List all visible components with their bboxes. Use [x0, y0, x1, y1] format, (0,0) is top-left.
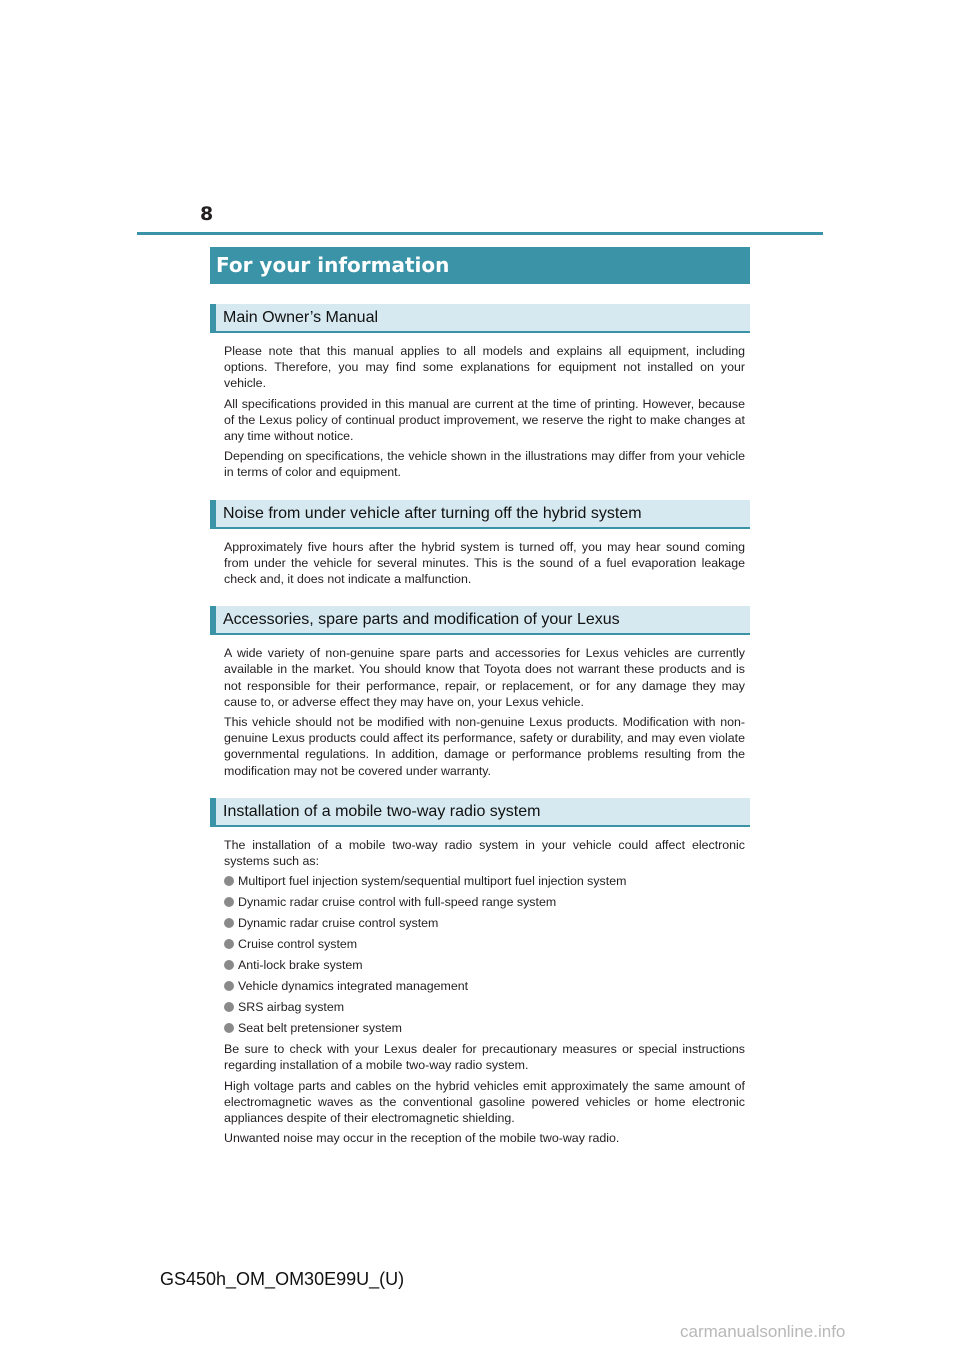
list-item: Vehicle dynamics integrated management	[224, 978, 745, 994]
sub-heading-accessories: Accessories, spare parts and modification of your Lexus	[210, 606, 750, 633]
paragraph: Depending on specifications, the vehicle shown in the illustrations may differ from your vehicle in terms of color and equipment.	[224, 449, 745, 480]
list-item: Anti-lock brake system	[224, 957, 745, 973]
bullet-icon	[224, 981, 234, 991]
bullet-icon	[224, 939, 234, 949]
bullet-icon	[224, 876, 234, 886]
list-item: Multiport fuel injection system/sequential multiport fuel injection system	[224, 873, 745, 889]
bullet-icon	[224, 960, 234, 970]
paragraph: Be sure to check with your Lexus dealer for precautionary measures or special instructions regarding installation of a mobile two-way radio system.	[224, 1042, 745, 1073]
paragraph: The installation of a mobile two-way radio system in your vehicle could affect electronic systems such as:	[224, 837, 745, 869]
paragraph: Please note that this manual applies to all models and explains all equipment, including options. Therefore, you may find some explanations for equipment not installed on your vehicle.	[224, 344, 745, 391]
bullet-icon	[224, 1023, 234, 1033]
content	[210, 304, 750, 1150]
list-item: Cruise control system	[224, 936, 745, 952]
paragraph: This vehicle should not be modified with non-genuine Lexus products. Modification with non-genuine Lexus products could affect its performance, safety or durability, and may even violate governmental regulations. In addition, damage or performance problems resulting from the modification may not be covered under warranty.	[224, 715, 745, 778]
paragraph: High voltage parts and cables on the hybrid vehicles emit approximately the same amount of electromagnetic waves as the conventional gasoline powered vehicles or home electronic appliances despite of their electromagnetic shielding.	[224, 1078, 745, 1126]
sub-heading-noise: Noise from under vehicle after turning off the hybrid system	[210, 500, 750, 527]
page-number: 8	[200, 203, 214, 225]
bullet-icon	[224, 1002, 234, 1012]
paragraph: Unwanted noise may occur in the reception of the mobile two-way radio.	[224, 1131, 620, 1146]
paragraph: A wide variety of non-genuine spare parts and accessories for Lexus vehicles are currently available in the market. You should know that Toyota does not warrant these products and is not responsible for their performance, repair, or replacement, or for any damage they may cause to, or adverse effect they may have on, your Lexus vehicle.	[224, 646, 745, 709]
paragraph: Approximately five hours after the hybrid system is turned off, you may hear sound coming from under the vehicle for several minutes. This is the sound of a fuel evaporation leakage check and, it does not indicate a malfunction.	[224, 539, 745, 587]
section-title: For your information	[210, 247, 750, 284]
list-item: Dynamic radar cruise control with full-speed range system	[224, 894, 745, 910]
list-item: SRS airbag system	[224, 999, 745, 1015]
sub-heading-main-manual: Main Owner’s Manual	[210, 304, 750, 331]
paragraph: All specifications provided in this manual are current at the time of printing. However, because of the Lexus policy of continual product improvement, we reserve the right to make changes at any time without notice.	[224, 396, 745, 444]
bullet-icon	[224, 918, 234, 928]
bullet-icon	[224, 897, 234, 907]
list-item: Seat belt pretensioner system	[224, 1020, 745, 1036]
sub-heading-radio: Installation of a mobile two-way radio system	[210, 798, 750, 825]
footer-doc-code: GS450h_OM_OM30E99U_(U)	[160, 1269, 405, 1289]
list-item: Dynamic radar cruise control system	[224, 915, 745, 931]
top-rule	[137, 232, 823, 235]
watermark: carmanualsonline.info	[680, 1322, 846, 1341]
